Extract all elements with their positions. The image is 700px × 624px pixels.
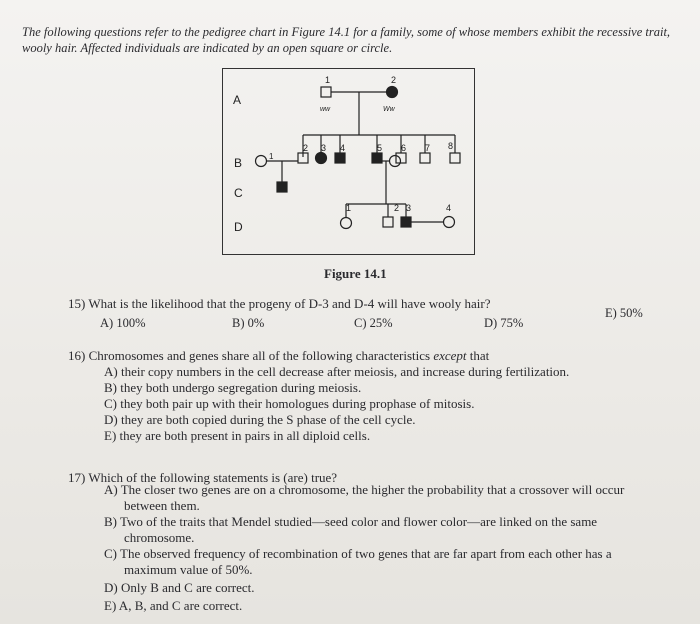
gen-label-a: A bbox=[233, 93, 242, 107]
gen-label-b: B bbox=[234, 156, 243, 170]
gen-d-2-affected-male bbox=[383, 217, 393, 227]
figure-caption: Figure 14.1 bbox=[324, 266, 387, 281]
q17-option-a-line1: A) The closer two genes are on a chromosome, the higher the probability that a crossover will occur bbox=[104, 482, 625, 497]
gen-b-7-affected-male bbox=[420, 153, 430, 163]
question-17-stem: 17) Which of the following statements is (are) true? bbox=[68, 470, 338, 485]
q16-stem-prefix: 16) Chromosomes and genes share all of the following characteristics bbox=[68, 348, 431, 363]
gen-label-c: C bbox=[234, 186, 243, 200]
gen-b-num-4: 4 bbox=[340, 143, 346, 153]
gen-d-num-3: 3 bbox=[406, 203, 412, 213]
question-16-stem bbox=[68, 348, 489, 364]
gen-b-5-mate-affected-female bbox=[390, 156, 401, 167]
gen-b-3-female bbox=[316, 153, 327, 164]
q16-option-c: C) they both pair up with their homologues during prophase of mitosis. bbox=[104, 396, 475, 411]
q17-option-c-line1: C) The observed frequency of recombination of two genes that are far apart from each other has a bbox=[104, 546, 612, 561]
q17-option-b-line2: chromosome. bbox=[124, 530, 195, 545]
gen-b-5-male bbox=[372, 153, 382, 163]
gen-b-num-5: 5 bbox=[377, 143, 383, 153]
gen-a-num-1: 1 bbox=[325, 75, 331, 85]
q17-option-c-line2: maximum value of 50%. bbox=[124, 562, 253, 577]
gen-d-3-male bbox=[401, 217, 411, 227]
q16-option-b: B) they both undergo segregation during meiosis. bbox=[104, 380, 362, 395]
gen-b-num-7: 7 bbox=[425, 143, 431, 153]
gen-b-8-affected-male bbox=[450, 153, 460, 163]
gen-a-2-female bbox=[387, 87, 398, 98]
q17-option-a-line2: between them. bbox=[124, 498, 200, 513]
gen-b-num-1: 1 bbox=[269, 152, 274, 161]
gen-d-4-affected-female bbox=[444, 217, 455, 228]
question-15-stem: 15) What is the likelihood that the progeny of D-3 and D-4 will have wooly hair? bbox=[68, 296, 491, 311]
gen-a-num-2: 2 bbox=[391, 75, 397, 85]
q15-option-b: B) 0% bbox=[232, 316, 265, 330]
gen-d-1-affected-female bbox=[341, 218, 352, 229]
q15-option-c: C) 25% bbox=[354, 316, 393, 330]
gen-b-num-2: 2 bbox=[303, 143, 309, 153]
q16-stem-except: except bbox=[433, 348, 467, 363]
gen-a-genotype-1: ww bbox=[320, 106, 331, 113]
pedigree-svg bbox=[223, 69, 474, 254]
gen-b-4-male bbox=[335, 153, 345, 163]
gen-a-genotype-2: Ww bbox=[383, 106, 395, 113]
q17-option-d: D) Only B and C are correct. bbox=[104, 580, 255, 595]
gen-d-num-2: 2 bbox=[394, 203, 400, 213]
pedigree-chart bbox=[222, 68, 475, 255]
intro-text: The following questions refer to the pedigree chart in Figure 14.1 for a family, some of whose members exhibit the recessive trait, wooly hair. Affected individuals are indicated by an open square or circle. bbox=[22, 25, 671, 55]
gen-b-1-affected-female bbox=[256, 156, 267, 167]
gen-label-d: D bbox=[234, 220, 243, 234]
q17-option-b-line1: B) Two of the traits that Mendel studied—seed color and flower color—are linked on the same bbox=[104, 514, 598, 529]
gen-a-1-affected-male bbox=[321, 87, 331, 97]
q16-option-d: D) they are both copied during the S phase of the cell cycle. bbox=[104, 412, 416, 427]
q17-option-e: E) A, B, and C are correct. bbox=[104, 598, 243, 613]
q15-option-e: E) 50% bbox=[605, 306, 643, 320]
gen-c-1-male bbox=[277, 182, 287, 192]
gen-d-num-4: 4 bbox=[446, 203, 452, 213]
gen-d-num-1: 1 bbox=[346, 203, 352, 213]
q15-option-d: D) 75% bbox=[484, 316, 524, 330]
q15-option-a: A) 100% bbox=[100, 316, 146, 330]
gen-b-num-8: 8 bbox=[448, 141, 454, 151]
gen-b-num-6: 6 bbox=[401, 143, 407, 153]
q16-stem-suffix: that bbox=[469, 348, 490, 363]
q16-option-a: A) their copy numbers in the cell decrease after meiosis, and increase during fertilization. bbox=[104, 364, 570, 379]
q16-option-e: E) they are both present in pairs in all diploid cells. bbox=[104, 428, 371, 443]
gen-b-num-3: 3 bbox=[321, 143, 327, 153]
